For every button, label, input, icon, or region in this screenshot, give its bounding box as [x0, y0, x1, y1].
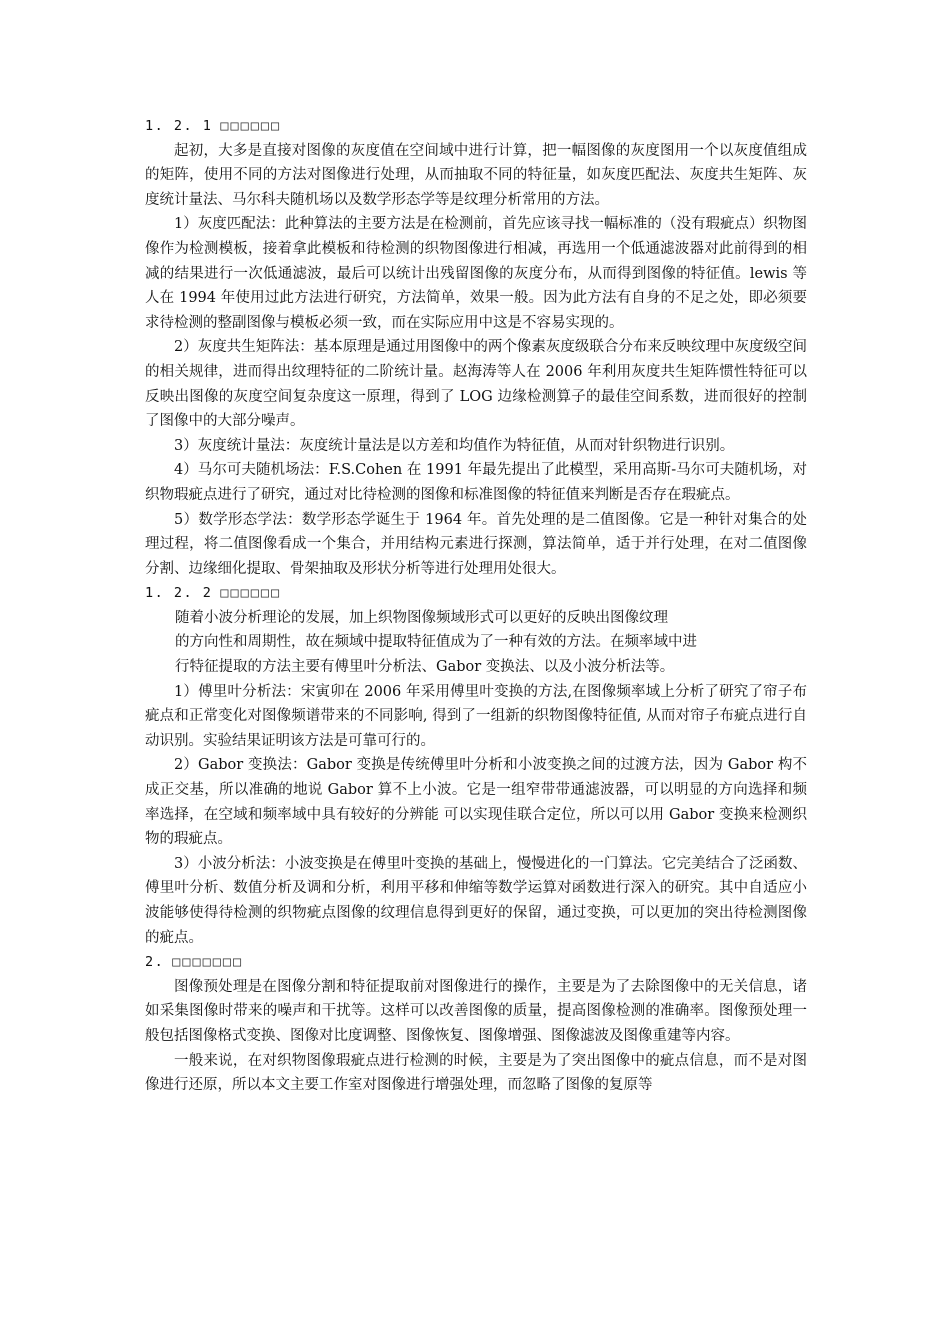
paragraph: 1）傅里叶分析法：宋寅卯在 2006 年采用傅里叶变换的方法,在图像频率域上分析了研究了帘子布疵点和正常变化对图像频谱带来的不同影响, 得到了一组新的织物图像特征值, 从而对帘子布疵点进行自动识别。实验结果证明该方法是可靠可行的。: [145, 683, 807, 749]
paragraph: 图像预处理是在图像分割和特征提取前对图像进行的操作，主要是为了去除图像中的无关信息，诸如采集图像时带来的噪声和干扰等。这样可以改善图像的质量，提高图像检测的准确率。图像预处理一般包括图像格式变换、图像对比度调整、图像恢复、图像增强、图像滤波及图像重建等内容。: [145, 978, 807, 1044]
paragraph: 2）灰度共生矩阵法：基本原理是通过用图像中的两个像素灰度级联合分布来反映纹理中灰度级空间的相关规律，进而得出纹理特征的二阶统计量。赵海涛等人在 2006 年利用灰度共生矩阵惯性特征可以反映出图像的灰度空间复杂度这一原理，得到了 LOG 边缘检测算子的最佳空间系数，进而很好的控制了图像中的大部分噪声。: [145, 339, 807, 430]
paragraph-block: [175, 606, 775, 680]
document-body: [145, 114, 807, 1098]
paragraph: 2）Gabor 变换法：Gabor 变换是传统傅里叶分析和小波变换之间的过渡方法，因为 Gabor 构不成正交基，所以准确的地说 Gabor 算不上小波。它是一组窄带带通滤波器，可以明显的方向选择和频率选择，在空域和频率域中具有较好的分辨能 可以实现佳联合定位，所以可以用 Gabor 变换来检测织物的瑕疵点。: [145, 757, 807, 848]
paragraph-line: 随着小波分析理论的发展，加上织物图像频域形式可以更好的反映出图像纹理: [175, 609, 668, 626]
paragraph: 起初，大多是直接对图像的灰度值在空间域中进行计算，把一幅图像的灰度图用一个以灰度值组成的矩阵，使用不同的方法对图像进行处理，从而抽取不同的特征量，如灰度匹配法、灰度共生矩阵、灰度统计量法、马尔科夫随机场以及数学形态学等是纹理分析常用的方法。: [145, 142, 807, 208]
paragraph-line: 的方向性和周期性，故在频域中提取特征值成为了一种有效的方法。在频率域中进: [175, 634, 697, 651]
section-title: □□□□□□□: [172, 954, 244, 971]
section-title: □□□□□□: [220, 585, 282, 602]
paragraph: 4）马尔可夫随机场法：F.S.Cohen 在 1991 年最先提出了此模型，采用高斯-马尔可夫随机场，对织物瑕疵点进行了研究，通过对比待检测的图像和标准图像的特征值来判断是否存在瑕疵点。: [145, 462, 807, 503]
paragraph-line: 行特征提取的方法主要有傅里叶分析法、Gabor 变换法、以及小波分析法等。: [175, 659, 675, 676]
section-heading-2: [145, 950, 807, 975]
paragraph: 一般来说，在对织物图像瑕疵点进行检测的时候，主要是为了突出图像中的疵点信息，而不是对图像进行还原，所以本文主要工作室对图像进行增强处理，而忽略了图像的复原等: [145, 1052, 807, 1094]
section-heading-1-2-2: [145, 581, 807, 606]
section-number: 2.: [145, 954, 165, 971]
section-number: 1. 2. 1: [145, 118, 213, 134]
paragraph: 1）灰度匹配法：此种算法的主要方法是在检测前，首先应该寻找一幅标准的（没有瑕疵点）织物图像作为检测模板，接着拿此模板和待检测的织物图像进行相减，再选用一个低通滤波器对此前得到的相减的结果进行一次低通滤波，最后可以统计出残留图像的灰度分布，从而得到图像的特征值。lewis 等人在 1994 年使用过此方法进行研究，方法简单，效果一般。因为此方法有自身的不足之处，即必须要求待检测的整副图像与模板必须一致，而在实际应用中这是不容易实现的。: [145, 216, 807, 331]
paragraph: 3）小波分析法：小波变换是在傅里叶变换的基础上，慢慢进化的一门算法。它完美结合了泛函数、傅里叶分析、数值分析及调和分析，利用平移和伸缩等数学运算对函数进行深入的研究。其中自适应小波能够使得待检测的织物疵点图像的纹理信息得到更好的保留，通过变换，可以更加的突出待检测图像的疵点。: [145, 855, 807, 946]
paragraph: 3）灰度统计量法：灰度统计量法是以方差和均值作为特征值，从而对针织物进行识别。: [174, 437, 735, 454]
section-number: 1. 2. 2: [145, 585, 213, 602]
paragraph: 5）数学形态学法：数学形态学诞生于 1964 年。首先处理的是二值图像。它是一种针对集合的处理过程，将二值图像看成一个集合，并用结构元素进行探测，算法简单，适于并行处理，在对二值图像分割、边缘细化提取、骨架抽取及形状分析等进行处理用处很大。: [145, 511, 807, 577]
section-heading-1-2-1: [145, 114, 807, 139]
section-title: □□□□□□: [220, 118, 282, 134]
